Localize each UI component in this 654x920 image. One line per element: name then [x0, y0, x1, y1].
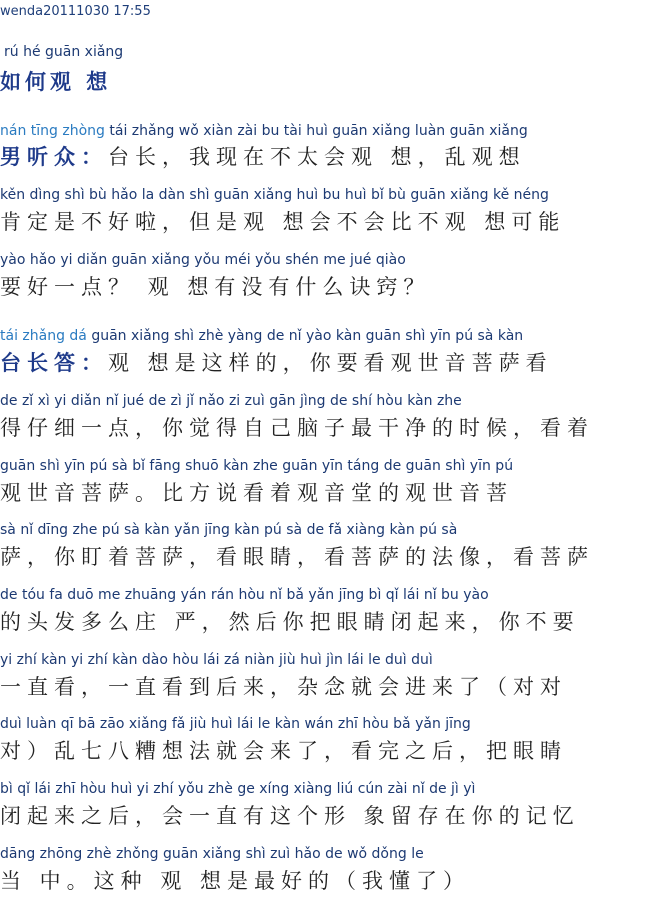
pinyin-line	[0, 187, 654, 203]
hanzi-line	[0, 545, 654, 569]
pinyin-line	[0, 781, 654, 797]
line-pinyin: kěn dìng shì bù hǎo la dàn shì guān xiǎng huì bu huì bǐ bù guān xiǎng kě néng	[0, 187, 549, 203]
line-text: 要好一点？ 观 想有没有什么诀窍？	[0, 275, 431, 299]
hanzi-line	[0, 275, 654, 299]
speaker-pinyin: tái zhǎng dá	[0, 328, 87, 344]
hanzi-line	[0, 675, 654, 699]
line-pinyin: tái zhǎng wǒ xiàn zài bu tài huì guān xiǎng luàn guān xiǎng	[104, 123, 528, 139]
line-pinyin: duì luàn qī bā zāo xiǎng fǎ jiù huì lái le kàn wán zhī hòu bǎ yǎn jīng	[0, 716, 471, 732]
pinyin-line	[0, 846, 654, 862]
line-text: 当 中。这种 观 想是最好的（我懂了）	[0, 869, 471, 893]
line-text: 闭起来之后，会一直有这个形 象留存在你的记忆	[0, 804, 580, 828]
line-text: 肯定是不好啦，但是观 想会不会比不观 想可能	[0, 210, 566, 234]
title-pinyin: rú hé guān xiǎng	[4, 44, 124, 60]
pinyin-line	[0, 328, 654, 344]
hanzi-line	[0, 416, 654, 440]
pinyin-line	[0, 652, 654, 668]
hanzi-line	[0, 804, 654, 828]
line-text: 对）乱七八糟想法就会来了，看完之后，把眼睛	[0, 739, 567, 763]
line-pinyin: de zǐ xì yi diǎn nǐ jué de zì jǐ nǎo zi zuì gān jìng de shí hòu kàn zhe	[0, 393, 462, 409]
hanzi-line	[0, 739, 654, 763]
pinyin-line	[0, 123, 654, 139]
line-text: 得仔细一点，你觉得自己脑子最干净的时候，看着	[0, 416, 594, 440]
speaker-label: 男听众：	[0, 145, 108, 169]
pinyin-line	[0, 252, 654, 268]
line-pinyin: bì qǐ lái zhī hòu huì yi zhí yǒu zhè ge xíng xiàng liú cún zài nǐ de jì yì	[0, 781, 476, 797]
line-pinyin: de tóu fa duō me zhuāng yán rán hòu nǐ bǎ yǎn jīng bì qǐ lái nǐ bu yào	[0, 587, 489, 603]
line-text: 观 想是这样的，你要看观世音菩萨看	[108, 351, 553, 375]
line-pinyin: yi zhí kàn yi zhí kàn dào hòu lái zá niàn jiù huì jìn lái le duì duì	[0, 652, 433, 668]
line-text: 台长，我现在不太会观 想，乱观想	[108, 145, 526, 169]
page-title: 如何观 想	[0, 70, 112, 94]
speaker-label: 台长答：	[0, 351, 108, 375]
line-pinyin: sà nǐ dīng zhe pú sà kàn yǎn jīng kàn pú sà de fǎ xiàng kàn pú sà	[0, 522, 458, 538]
line-text: 的头发多么庄 严，然后你把眼睛闭起来，你不要	[0, 610, 580, 634]
line-pinyin: dāng zhōng zhè zhǒng guān xiǎng shì zuì hǎo de wǒ dǒng le	[0, 846, 424, 862]
pinyin-line	[0, 587, 654, 603]
hanzi-line	[0, 481, 654, 505]
hanzi-line	[0, 351, 654, 375]
pinyin-line	[0, 458, 654, 474]
speaker-pinyin: nán tīng zhòng	[0, 123, 105, 139]
header-timestamp: wenda20111030 17:55	[0, 4, 151, 19]
line-text: 观世音菩萨。比方说看着观音堂的观世音菩	[0, 481, 513, 505]
hanzi-line	[0, 210, 654, 234]
line-pinyin: yào hǎo yi diǎn guān xiǎng yǒu méi yǒu shén me jué qiào	[0, 252, 406, 268]
hanzi-line	[0, 145, 654, 169]
hanzi-line	[0, 610, 654, 634]
line-pinyin: guān shì yīn pú sà bǐ fāng shuō kàn zhe guān yīn táng de guān shì yīn pú	[0, 458, 514, 474]
pinyin-line	[0, 393, 654, 409]
pinyin-line	[0, 522, 654, 538]
line-text: 萨，你盯着菩萨，看眼睛，看菩萨的法像，看菩萨	[0, 545, 594, 569]
line-text: 一直看，一直看到后来，杂念就会进来了（对对	[0, 675, 567, 699]
hanzi-line	[0, 869, 654, 893]
pinyin-line	[0, 716, 654, 732]
line-pinyin: guān xiǎng shì zhè yàng de nǐ yào kàn guān shì yīn pú sà kàn	[86, 328, 524, 344]
